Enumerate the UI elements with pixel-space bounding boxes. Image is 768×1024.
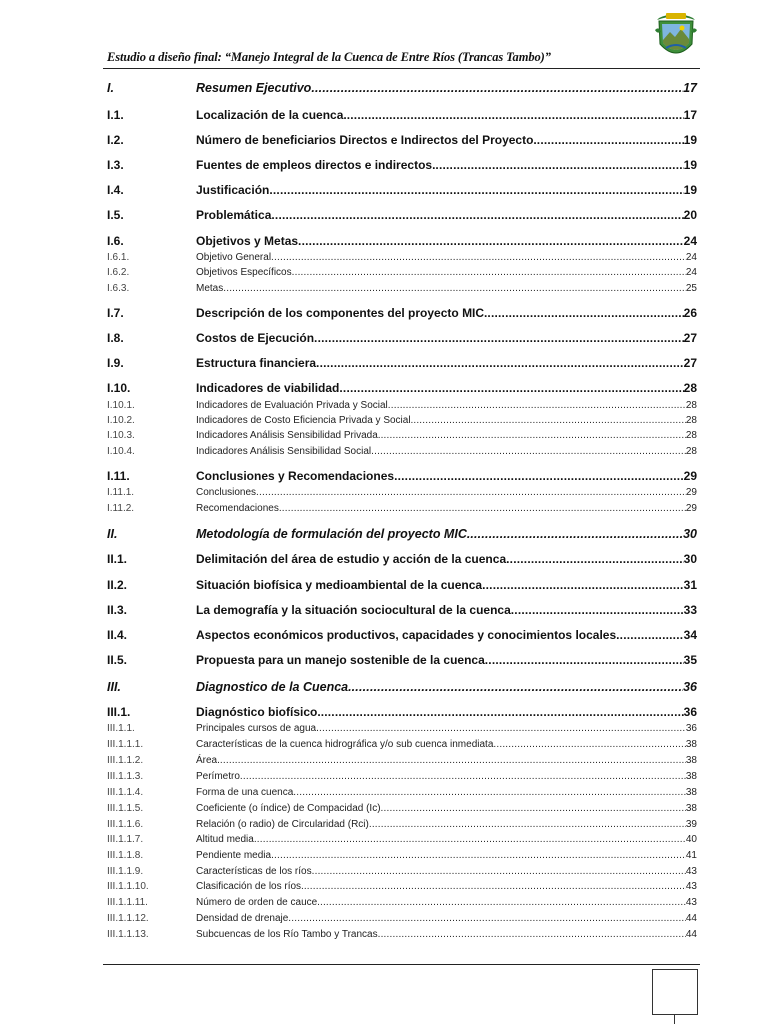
- toc-dot-leader: [254, 834, 686, 845]
- toc-dot-leader: [506, 552, 684, 566]
- toc-dot-leader: [511, 603, 684, 617]
- toc-dot-leader: [240, 771, 686, 782]
- toc-entry-body: [196, 306, 697, 320]
- toc-dot-leader: [487, 306, 683, 320]
- toc-entry-title: Descripción de los componentes del proyecto MIC.: [196, 306, 488, 320]
- toc-entry-body: [196, 446, 697, 457]
- toc-entry-number: II.: [107, 527, 118, 541]
- toc-entry-page: 28: [685, 446, 697, 457]
- toc-dot-leader: [320, 897, 686, 908]
- toc-dot-leader: [223, 283, 686, 294]
- toc-entry-page: 25: [685, 283, 697, 294]
- toc-entry-title: Densidad de drenaje: [196, 913, 289, 924]
- toc-entry-body: [196, 133, 697, 147]
- toc-entry-title: Pendiente media: [196, 850, 272, 861]
- toc-entry-number: III.1.1.3.: [107, 771, 144, 782]
- toc-dot-leader: [388, 400, 686, 411]
- toc-entry-number: II.4.: [107, 628, 128, 642]
- toc-entry-title: Subcuencas de los Río Tambo y Trancas: [196, 929, 378, 940]
- toc-entry-body: [196, 158, 697, 172]
- toc-entry-page: 39: [685, 819, 697, 830]
- toc-dot-leader: [381, 430, 686, 441]
- toc-dot-leader: [413, 415, 686, 426]
- toc-dot-leader: [271, 252, 686, 263]
- toc-entry-page: 43: [685, 897, 697, 908]
- toc-entry-body: [196, 866, 697, 877]
- toc-entry-body: [196, 331, 697, 345]
- toc-entry-page: 38: [685, 755, 697, 766]
- toc-entry-body: [196, 400, 697, 411]
- toc-entry-body: [196, 881, 697, 892]
- toc-entry-page: 24: [685, 252, 697, 263]
- toc-entry-page: 38: [685, 771, 697, 782]
- toc-dot-leader: [394, 469, 684, 483]
- page-box-stub: [674, 1014, 675, 1024]
- toc-entry-title: Altitud media: [196, 834, 254, 845]
- toc-entry-number: I.10.1.: [107, 400, 135, 411]
- toc-dot-leader: [292, 267, 686, 278]
- toc-entry-title: Conclusiones: [196, 487, 257, 498]
- toc-entry-title: Costos de Ejecución: [196, 331, 315, 345]
- toc-entry-number: III.1.1.13.: [107, 929, 149, 940]
- toc-entry-body: [196, 653, 697, 667]
- toc-entry-page: 38: [685, 787, 697, 798]
- toc-entry-number: III.1.1.1.: [107, 739, 144, 750]
- toc-entry-page: 26: [683, 306, 697, 320]
- toc-entry-title: La demografía y la situación sociocultural de la cuenca: [196, 603, 511, 617]
- toc-entry-body: [196, 267, 697, 278]
- toc-dot-leader: [339, 381, 683, 395]
- toc-entry-number: III.1.1.4.: [107, 787, 144, 798]
- toc-entry-title: Indicadores de Evaluación Privada y Social: [196, 400, 388, 411]
- toc-entry-title: Diagnóstico biofísico.: [196, 705, 321, 719]
- toc-entry-page: 30: [683, 552, 697, 566]
- toc-entry-number: I.7.: [107, 306, 124, 320]
- toc-entry-page: 43: [685, 881, 697, 892]
- toc-entry-body: [196, 252, 697, 263]
- toc-entry-body: [196, 739, 697, 750]
- toc-entry-title: Problemática: [196, 208, 272, 222]
- toc-entry-body: [196, 108, 697, 122]
- toc-entry-body: [196, 705, 697, 719]
- toc-entry-number: I.6.2.: [107, 267, 130, 278]
- toc-entry-title: Estructura financiera: [196, 356, 317, 370]
- toc-entry-body: [196, 503, 697, 514]
- toc-entry-body: [196, 603, 697, 617]
- toc-entry-page: 27: [683, 331, 697, 345]
- toc-entry-page: 28: [685, 430, 697, 441]
- toc-entry-number: I.1.: [107, 108, 124, 122]
- toc-entry-page: 44: [685, 913, 697, 924]
- toc-entry-title: Relación (o radio) de Circularidad (Rci): [196, 819, 369, 830]
- toc-entry-title: Indicadores de Costo Eficiencia Privada y Social.: [196, 415, 414, 426]
- toc-entry-number: I.8.: [107, 331, 124, 345]
- document-header-title: Estudio a diseño final: “Manejo Integral de la Cuenca de Entre Ríos (Trancas Tambo)”: [107, 50, 551, 64]
- toc-entry-body: [196, 680, 697, 694]
- toc-dot-leader: [352, 680, 684, 694]
- toc-entry-page: 40: [685, 834, 697, 845]
- toc-entry-page: 17: [683, 81, 697, 95]
- toc-entry-page: 19: [683, 158, 697, 172]
- toc-entry-body: [196, 183, 697, 197]
- toc-dot-leader: [314, 331, 684, 345]
- toc-entry-title: Área.: [196, 755, 220, 766]
- toc-entry-title: Conclusiones y Recomendaciones: [196, 469, 395, 483]
- toc-entry-title: Situación biofísica y medioambiental de la cuenca: [196, 578, 483, 592]
- toc-entry-body: [196, 628, 697, 642]
- toc-entry-number: III.1.1.6.: [107, 819, 144, 830]
- toc-entry-number: III.1.1.10.: [107, 881, 149, 892]
- toc-entry-title: Forma de una cuenca: [196, 787, 294, 798]
- toc-dot-leader: [381, 803, 686, 814]
- toc-entry-title: Metodología de formulación del proyecto MIC.: [196, 527, 471, 541]
- toc-entry-number: III.1.: [107, 705, 131, 719]
- toc-entry-page: 20: [683, 208, 697, 222]
- toc-entry-page: 17: [683, 108, 697, 122]
- toc-entry-number: II.3.: [107, 603, 128, 617]
- toc-entry-number: III.1.1.: [107, 723, 135, 734]
- toc-entry-number: I.6.1.: [107, 252, 130, 263]
- toc-entry-title: Metas: [196, 283, 224, 294]
- toc-entry-title: Aspectos económicos productivos, capacidades y conocimientos locales: [196, 628, 617, 642]
- toc-entry-title: Principales cursos de agua: [196, 723, 317, 734]
- footer-divider: [103, 964, 700, 965]
- toc-entry-page: 36: [683, 680, 697, 694]
- toc-entry-page: 43: [685, 866, 697, 877]
- toc-dot-leader: [616, 628, 684, 642]
- toc-dot-leader: [269, 183, 683, 197]
- toc-entry-body: [196, 356, 697, 370]
- toc-entry-number: I.10.3.: [107, 430, 135, 441]
- toc-dot-leader: [485, 653, 684, 667]
- toc-dot-leader: [304, 881, 686, 892]
- toc-entry-number: III.: [107, 680, 121, 694]
- toc-dot-leader: [271, 208, 683, 222]
- toc-entry-body: [196, 208, 697, 222]
- toc-entry-body: [196, 487, 697, 498]
- toc-entry-page: 36: [685, 723, 697, 734]
- toc-dot-leader: [279, 503, 686, 514]
- toc-entry-body: [196, 913, 697, 924]
- toc-entry-page: 28: [685, 415, 697, 426]
- toc-entry-number: I.6.: [107, 234, 124, 248]
- toc-entry-number: I.4.: [107, 183, 124, 197]
- toc-entry-number: I.3.: [107, 158, 124, 172]
- toc-entry-number: I.10.: [107, 381, 131, 395]
- header-divider: [103, 68, 700, 69]
- toc-entry-title: Clasificación de los ríos.: [196, 881, 304, 892]
- toc-dot-leader: [220, 755, 686, 766]
- toc-entry-number: III.1.1.11.: [107, 897, 148, 908]
- toc-entry-body: [196, 771, 697, 782]
- toc-entry-number: I.11.2.: [107, 503, 135, 514]
- toc-entry-page: 24: [683, 234, 697, 248]
- toc-dot-leader: [369, 819, 686, 830]
- toc-entry-number: I.5.: [107, 208, 124, 222]
- toc-entry-page: 29: [683, 469, 697, 483]
- toc-entry-number: I.10.2.: [107, 415, 135, 426]
- toc-entry-body: [196, 755, 697, 766]
- toc-entry-number: III.1.1.12.: [107, 913, 149, 924]
- toc-entry-number: III.1.1.9.: [107, 866, 144, 877]
- toc-entry-number: I.9.: [107, 356, 124, 370]
- toc-entry-body: [196, 527, 697, 541]
- toc-entry-page: 38: [685, 739, 697, 750]
- toc-dot-leader: [537, 133, 684, 147]
- toc-entry-body: [196, 834, 697, 845]
- toc-entry-page: 35: [683, 653, 697, 667]
- toc-entry-body: [196, 803, 697, 814]
- toc-dot-leader: [288, 913, 686, 924]
- toc-entry-title: Objetivo General: [196, 252, 272, 263]
- toc-entry-number: I.11.1.: [107, 487, 135, 498]
- toc-entry-number: I.10.4.: [107, 446, 135, 457]
- toc-entry-page: 19: [683, 133, 697, 147]
- toc-entry-body: [196, 929, 697, 940]
- page-number-box: [652, 969, 698, 1015]
- toc-entry-body: [196, 850, 697, 861]
- toc-entry-title: Delimitación del área de estudio y acción de la cuenca: [196, 552, 507, 566]
- toc-entry-number: II.5.: [107, 653, 128, 667]
- toc-entry-body: [196, 819, 697, 830]
- toc-entry-page: 28: [685, 400, 697, 411]
- toc-entry-body: [196, 381, 697, 395]
- toc-entry-page: 30: [683, 527, 697, 541]
- toc-entry-title: Resumen Ejecutivo: [196, 81, 312, 95]
- toc-entry-page: 41: [685, 850, 697, 861]
- toc-entry-page: 29: [685, 503, 697, 514]
- toc-entry-body: [196, 787, 697, 798]
- toc-entry-page: 38: [685, 803, 697, 814]
- toc-entry-title: Fuentes de empleos directos e indirectos.: [196, 158, 436, 172]
- toc-dot-leader: [256, 487, 686, 498]
- toc-dot-leader: [316, 356, 684, 370]
- toc-dot-leader: [312, 866, 686, 877]
- toc-entry-body: [196, 723, 697, 734]
- toc-entry-body: [196, 81, 697, 95]
- toc-dot-leader: [271, 850, 686, 861]
- toc-entry-page: 36: [683, 705, 697, 719]
- toc-entry-title: Diagnostico de la Cuenca.: [196, 680, 352, 694]
- toc-dot-leader: [321, 705, 684, 719]
- toc-entry-title: Objetivos y Metas: [196, 234, 299, 248]
- toc-entry-number: I.11.: [107, 469, 130, 483]
- toc-entry-page: 27: [683, 356, 697, 370]
- toc-entry-title: Características de los ríos: [196, 866, 312, 877]
- toc-entry-body: [196, 469, 697, 483]
- toc-entry-page: 28: [683, 381, 697, 395]
- toc-entry-title: Indicadores Análisis Sensibilidad Privada.: [196, 430, 381, 441]
- toc-dot-leader: [493, 739, 685, 750]
- toc-entry-page: 33: [683, 603, 697, 617]
- toc-dot-leader: [347, 108, 684, 122]
- toc-entry-title: Recomendaciones: [196, 503, 279, 514]
- toc-dot-leader: [293, 787, 686, 798]
- toc-entry-number: III.1.1.2.: [107, 755, 144, 766]
- toc-entry-page: 34: [683, 628, 697, 642]
- toc-dot-leader: [371, 446, 686, 457]
- toc-entry-title: Justificación: [196, 183, 270, 197]
- toc-entry-title: Indicadores de viabilidad: [196, 381, 340, 395]
- toc-entry-body: [196, 430, 697, 441]
- toc-dot-leader: [311, 81, 683, 95]
- toc-entry-page: 29: [685, 487, 697, 498]
- toc-entry-number: II.1.: [107, 552, 128, 566]
- toc-entry-page: 44: [685, 929, 697, 940]
- toc-entry-page: 24: [685, 267, 697, 278]
- toc-entry-title: Número de beneficiarios Directos e Indirectos del Proyecto.: [196, 133, 537, 147]
- toc-entry-title: Propuesta para un manejo sostenible de la cuenca: [196, 653, 485, 667]
- toc-dot-leader: [482, 578, 684, 592]
- toc-entry-title: Perímetro: [196, 771, 240, 782]
- toc-entry-title: Coeficiente (o índice) de Compacidad (Ic): [196, 803, 381, 814]
- toc-entry-body: [196, 578, 697, 592]
- toc-entry-title: Objetivos Específicos: [196, 267, 292, 278]
- toc-entry-title: Características de la cuenca hidrográfica y/o sub cuenca inmediata: [196, 739, 494, 750]
- toc-entry-number: I.: [107, 81, 114, 95]
- toc-entry-page: 19: [683, 183, 697, 197]
- toc-entry-number: III.1.1.5.: [107, 803, 144, 814]
- toc-entry-body: [196, 552, 697, 566]
- toc-entry-number: I.6.3.: [107, 283, 130, 294]
- toc-entry-number: III.1.1.7.: [107, 834, 144, 845]
- toc-dot-leader: [316, 723, 686, 734]
- toc-entry-title: Número de orden de cauce.: [196, 897, 320, 908]
- toc-dot-leader: [378, 929, 686, 940]
- toc-entry-body: [196, 415, 697, 426]
- toc-dot-leader: [470, 527, 683, 541]
- toc-entry-body: [196, 283, 697, 294]
- toc-dot-leader: [435, 158, 683, 172]
- toc-entry-number: II.2.: [107, 578, 128, 592]
- toc-entry-number: I.2.: [107, 133, 124, 147]
- toc-dot-leader: [298, 234, 684, 248]
- toc-entry-title: Indicadores Análisis Sensibilidad Social: [196, 446, 372, 457]
- toc-entry-title: Localización de la cuenca.: [196, 108, 347, 122]
- toc-entry-body: [196, 234, 697, 248]
- toc-entry-body: [196, 897, 697, 908]
- toc-entry-number: III.1.1.8.: [107, 850, 144, 861]
- toc-entry-page: 31: [683, 578, 697, 592]
